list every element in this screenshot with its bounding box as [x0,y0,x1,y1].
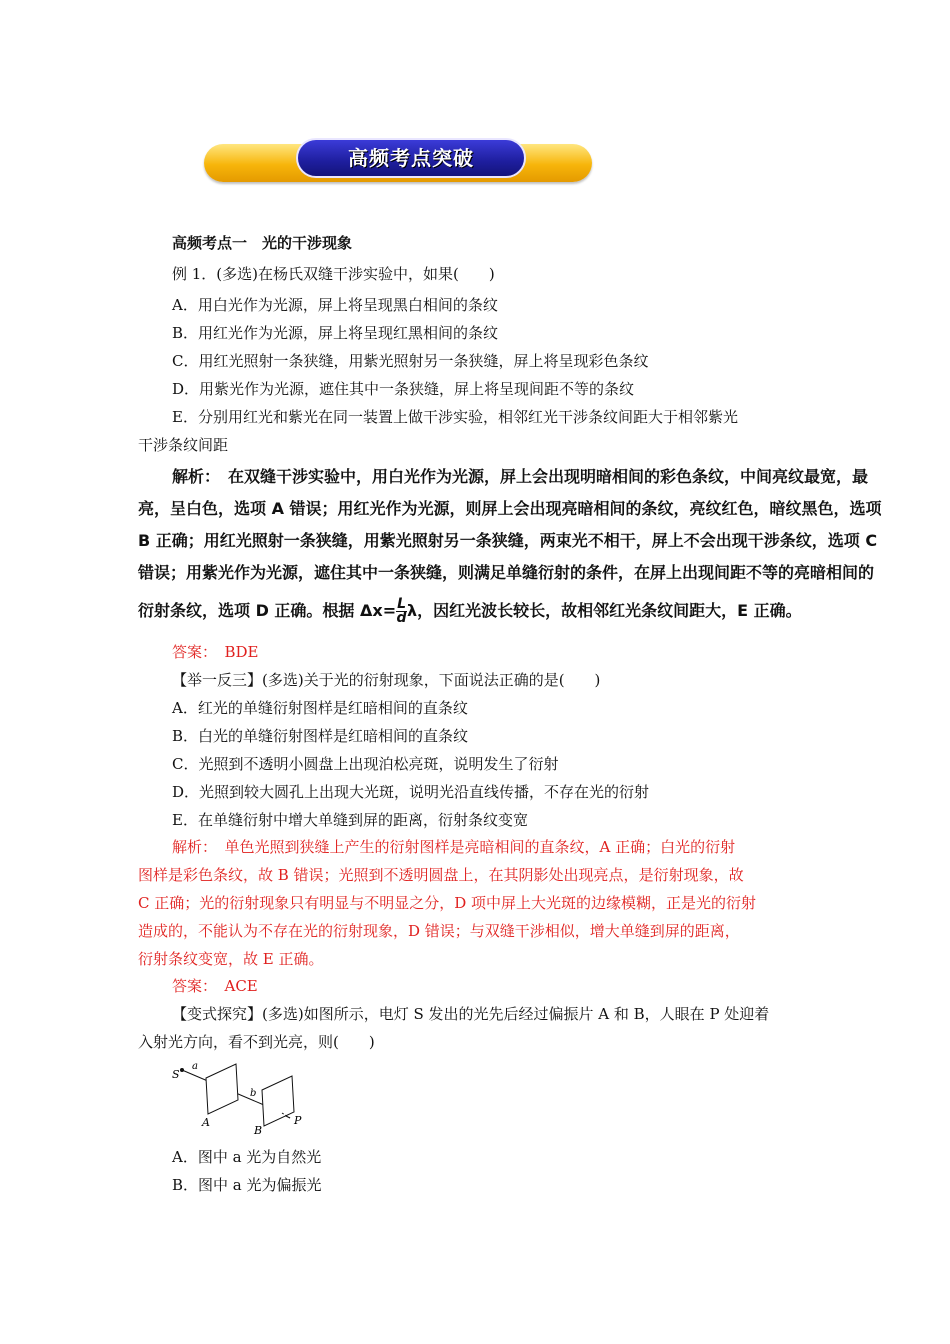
example1-option-d: D．用紫光作为光源，遮住其中一条狭缝，屏上将呈现间距不等的条纹 [172,380,635,398]
practice1-stem: 【举一反三】(多选)关于光的衍射现象，下面说法正确的是( ) [172,671,601,689]
example1-analysis-line3: B 正确；用红光照射一条狭缝，用紫光照射另一条狭缝，两束光不相干，屏上不会出现干涉条纹，选项 C [138,531,878,550]
example1-option-a: A．用白光作为光源，屏上将呈现黑白相间的条纹 [172,296,498,314]
example1-analysis-line1: 解析： 在双缝干涉实验中，用白光作为光源，屏上会出现明暗相间的彩色条纹，中间亮纹最宽，最 [172,467,869,486]
label-b-polarizer: B [254,1124,263,1136]
polarizer-b-sheet [262,1076,294,1126]
formula-delta-x [396,598,417,625]
example1-option-b: B．用红光作为光源，屏上将呈现红黑相间的条纹 [172,324,499,342]
practice1-analysis-line5: 衍射条纹变宽，故 E 正确。 [138,950,324,968]
polarizer-figure [168,1060,328,1136]
practice2-option-a: A．图中 a 光为自然光 [172,1148,322,1166]
analysis-text-after-formula: ，因红光波长较长，故相邻红光条纹间距大，E 正确。 [417,601,802,620]
example1-analysis-line5 [138,598,802,625]
practice1-analysis-line2: 图样是彩色条纹，故 B 错误；光照到不透明圆盘上，在其阴影处出现亮点，是衍射现象，故 [138,866,744,884]
practice1-analysis-line3: C 正确；光的衍射现象只有明显与不明显之分，D 项中屏上大光斑的边缘模糊，正是光的衍射 [138,894,757,912]
example1-analysis-line2: 亮，呈白色，选项 A 错误；用红光作为光源，则屏上会出现亮暗相间的条纹，亮纹红色，暗纹黑色，选项 [138,499,882,518]
practice2-option-b: B．图中 a 光为偏振光 [172,1176,322,1194]
formula-numerator: L [397,596,407,612]
section-banner [204,138,592,186]
example1-analysis-line4: 错误；用紫光作为光源，遮住其中一条狭缝，则满足单缝衍射的条件，在屏上出现间距不等的亮暗相间的 [138,563,875,582]
example1-option-e: E．分别用红光和紫光在同一装置上做干涉实验，相邻红光干涉条纹间距大于相邻紫光 [172,408,738,426]
formula-denominator: d [396,610,407,626]
analysis-text-before-formula: 衍射条纹，选项 D 正确。根据 Δx= [138,601,397,620]
polarizer-a-sheet [206,1064,238,1114]
label-b-ray: b [250,1088,257,1099]
example1-stem: 例 1．(多选)在杨氏双缝干涉实验中，如果( ) [172,265,495,283]
practice1-option-d: D．光照到较大圆孔上出现大光斑，说明光沿直线传播，不存在光的衍射 [172,783,650,801]
formula-lambda: λ [407,601,418,620]
practice1-option-a: A．红光的单缝衍射图样是红暗相间的直条纹 [172,699,468,717]
label-s: S [172,1068,180,1081]
label-a-polarizer: A [202,1116,210,1129]
practice2-stem-line2: 入射光方向，看不到光亮，则( ) [138,1033,375,1051]
banner-title: 高频考点突破 [348,146,474,170]
practice2-stem-line1: 【变式探究】(多选)如图所示，电灯 S 发出的光先后经过偏振片 A 和 B，人眼在 P 处迎着 [172,1005,770,1023]
practice1-option-e: E．在单缝衍射中增大单缝到屏的距离，衍射条纹变宽 [172,811,528,829]
example1-option-c: C．用红光照射一条狭缝，用紫光照射另一条狭缝，屏上将呈现彩色条纹 [172,352,649,370]
practice1-option-c: C．光照到不透明小圆盘上出现泊松亮斑，说明发生了衍射 [172,755,559,773]
section-title: 高频考点一 光的干涉现象 [172,234,353,252]
label-a-ray: a [192,1061,198,1072]
practice1-answer: 答案： ACE [172,977,258,995]
practice1-analysis-line1: 解析： 单色光照到狭缝上产生的衍射图样是亮暗相间的直条纹，A 正确；白光的衍射 [172,838,736,856]
practice1-analysis-line4: 造成的，不能认为不存在光的衍射现象，D 错误；与双缝干涉相似，增大单缝到屏的距离， [138,922,740,940]
practice1-option-b: B．白光的单缝衍射图样是红暗相间的直条纹 [172,727,469,745]
example1-option-e-cont: 干涉条纹间距 [138,436,229,454]
label-p: P [294,1114,302,1127]
lamp-dot [180,1068,184,1072]
example1-answer: 答案： BDE [172,643,259,661]
